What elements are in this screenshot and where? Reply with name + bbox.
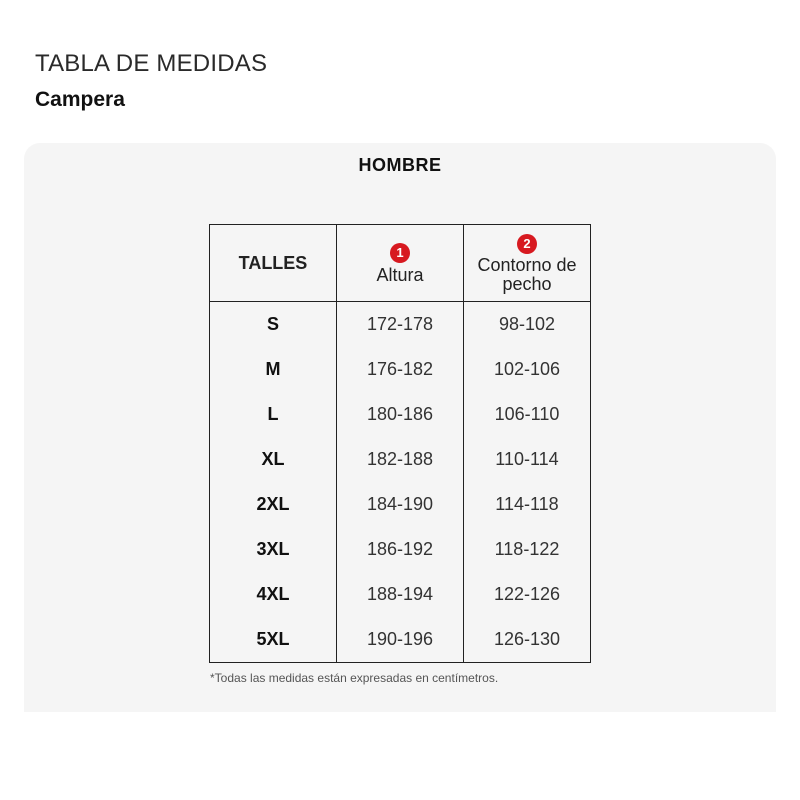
table-row — [210, 347, 591, 392]
header-chest — [464, 225, 591, 302]
table-row — [210, 482, 591, 527]
header-height — [337, 225, 464, 302]
chest-cell: 114-118 — [464, 482, 591, 527]
size-cell: 4XL — [210, 572, 337, 617]
chest-cell: 98-102 — [464, 302, 591, 348]
section-title-men: HOMBRE — [358, 155, 442, 175]
size-cell: 2XL — [210, 482, 337, 527]
table-header-row — [210, 225, 591, 302]
height-cell: 186-192 — [337, 527, 464, 572]
table-row — [210, 572, 591, 617]
height-cell: 182-188 — [337, 437, 464, 482]
height-cell: 180-186 — [337, 392, 464, 437]
size-cell: 3XL — [210, 527, 337, 572]
number-badge-1: 1 — [390, 243, 410, 263]
chest-cell: 122-126 — [464, 572, 591, 617]
size-cell: S — [210, 302, 337, 348]
chest-cell: 110-114 — [464, 437, 591, 482]
chest-cell: 106-110 — [464, 392, 591, 437]
height-cell: 176-182 — [337, 347, 464, 392]
chest-cell: 118-122 — [464, 527, 591, 572]
height-cell: 172-178 — [337, 302, 464, 348]
height-cell: 184-190 — [337, 482, 464, 527]
page-title: TABLA DE MEDIDAS — [35, 50, 268, 77]
product-name: Campera — [35, 88, 125, 111]
height-cell: 188-194 — [337, 572, 464, 617]
table-row — [210, 392, 591, 437]
size-cell: M — [210, 347, 337, 392]
header-height-label: Altura — [376, 264, 424, 285]
size-cell: 5XL — [210, 617, 337, 663]
header-size: TALLES — [210, 225, 337, 302]
footnote: *Todas las medidas están expresadas en centímetros. — [210, 671, 499, 685]
chest-cell: 126-130 — [464, 617, 591, 663]
size-cell: XL — [210, 437, 337, 482]
size-table — [209, 224, 591, 663]
header-chest-label: Contorno de pecho — [477, 254, 577, 294]
table-row — [210, 617, 591, 663]
chest-cell: 102-106 — [464, 347, 591, 392]
table-row — [210, 302, 591, 348]
table-row — [210, 527, 591, 572]
table-body — [210, 302, 591, 663]
number-badge-2: 2 — [517, 234, 537, 254]
height-cell: 190-196 — [337, 617, 464, 663]
table-row — [210, 437, 591, 482]
size-cell: L — [210, 392, 337, 437]
